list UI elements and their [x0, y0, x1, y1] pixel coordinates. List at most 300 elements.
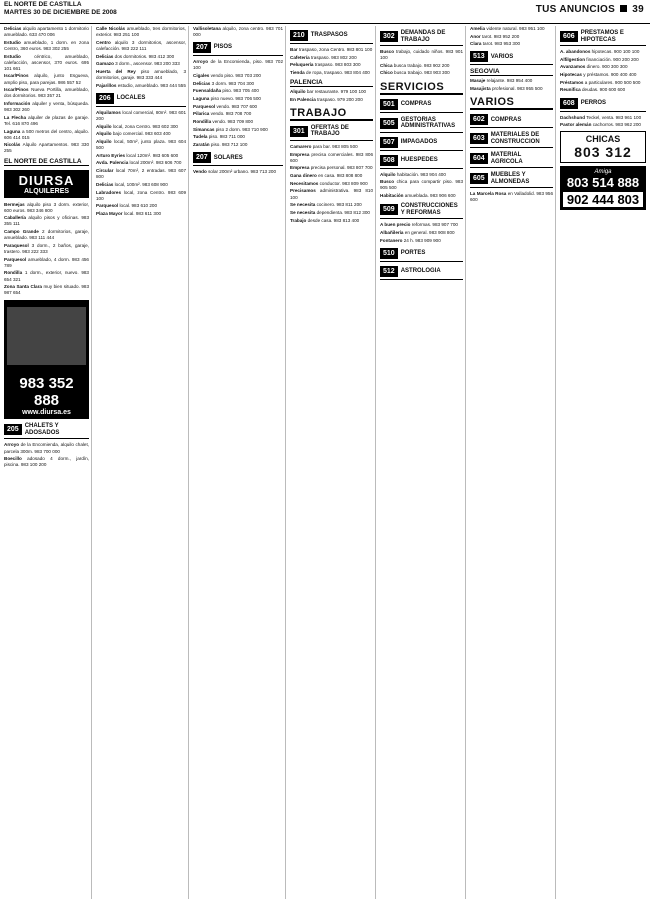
- ad-text: amueblado, tres dormitorios, exterior. 983 251 100: [96, 26, 186, 38]
- ad-text: local, zona Centro. 983 609 100: [96, 189, 186, 201]
- ad-text: de la Encomienda, piso. 983 702 100: [193, 59, 283, 71]
- classified-ad: [4, 101, 89, 113]
- classified-ad: [290, 144, 373, 150]
- ad-text: en Valladolid. 983 956 600: [470, 191, 554, 203]
- classified-ad: [560, 87, 646, 93]
- classified-ad: [193, 111, 283, 117]
- ad-text: tarot. 983 953 300: [482, 41, 521, 47]
- ad-lead: Vallisoletana: [193, 26, 221, 31]
- ad-lead: Iscar/Pinos: [4, 73, 29, 79]
- page-header: [0, 0, 650, 24]
- classified-ad: [560, 72, 646, 78]
- column-3: [191, 26, 286, 899]
- ad-lead: Tudela: [193, 134, 208, 140]
- ad-text: vendo. 983 709 800: [212, 119, 254, 125]
- amiga-phone-1: 803 514 888: [566, 175, 640, 191]
- ad-lead: Masajista: [470, 86, 491, 92]
- ad-text: 24 h. 983 909 900: [403, 237, 441, 243]
- ad-text: de ropa, traspaso. 983 804 400: [306, 70, 370, 76]
- classified-ad: [193, 169, 283, 175]
- ad-text: en casa. 983 808 800: [318, 173, 363, 179]
- ad-lead: Gamazo: [96, 61, 114, 67]
- classified-ad: [4, 442, 89, 454]
- ad-text: local. 983 611 300: [123, 211, 162, 217]
- ad-lead: Fontanero: [380, 237, 403, 243]
- ad-text: para bar. 983 805 500: [312, 143, 358, 149]
- ad-text: tarot. 983 952 200: [482, 33, 520, 39]
- ad-text: dos dormitorios. 983 412 300: [114, 53, 175, 59]
- ad-text: amueblada. 983 906 600: [404, 193, 456, 199]
- ad-lead: Delicias: [193, 80, 211, 86]
- ad-text: alquilo apartamento 1 dormitorio amueblado. 633 470 006: [4, 26, 89, 38]
- ad-lead: Parquesol: [96, 203, 119, 209]
- classified-ad: [4, 115, 89, 127]
- classified-ad: [96, 40, 186, 52]
- ad-text: traspaso. 979 200 200: [317, 96, 363, 102]
- ad-text: amueblado, 1 dorm. en zona Centro, 360 euros. 983 302 255: [4, 39, 90, 51]
- section-301: 301 OFERTAS DE TRABAJO: [290, 125, 373, 141]
- chicas-ad[interactable]: [560, 131, 646, 163]
- ad-lead: Información: [4, 101, 31, 106]
- classified-ad: [470, 191, 553, 203]
- ad-lead: Chica: [380, 62, 393, 68]
- classified-ad: [193, 73, 283, 79]
- ad-lead: Se necesita: [290, 202, 316, 208]
- ad-text: alquilo piso 3 dorm. exterior, 600 euros. 983 346 800: [4, 201, 90, 213]
- column-1: [2, 26, 92, 899]
- classified-ad: [193, 119, 283, 125]
- ad-text: piso amueblado, 3 dormitorios, garaje. 983 333 444: [96, 68, 187, 81]
- diursa-ad[interactable]: [4, 170, 89, 198]
- ad-text: deudas. 900 600 600: [581, 87, 626, 93]
- classified-ad: [290, 210, 373, 216]
- ad-text: busca trabajo. 983 902 200: [393, 62, 450, 68]
- classified-ad: [4, 284, 89, 296]
- ad-text: 2 dormitorios, garaje, amueblado. 983 111 444: [4, 229, 89, 241]
- ad-text: 1 dorm., exterior, nuevo. 983 654 321: [4, 270, 89, 282]
- ad-text: bajo comercial. 983 603 400: [112, 131, 171, 137]
- classified-ad: [470, 41, 553, 47]
- ad-text: de la Encomienda, alquilo chalet, parcela 300m. 983 700 000: [4, 442, 90, 454]
- ad-text: busca trabajo. 983 903 300: [394, 70, 450, 76]
- ad-lead: Alquilamos: [96, 109, 121, 115]
- ad-text: alquiler de plazas de garaje. Tel. 616 870 496: [4, 114, 89, 126]
- classified-ad: [470, 26, 553, 32]
- classified-ad: [380, 172, 463, 178]
- ad-text: a particulares. 900 500 500: [584, 79, 641, 85]
- ad-lead: Se necesita: [290, 209, 316, 215]
- classified-ad: [290, 173, 373, 179]
- ad-text: vendo. 983 708 700: [210, 111, 252, 117]
- ad-text: local, 50m², junto plaza. 983 604 500: [96, 138, 186, 151]
- classified-ad: [470, 78, 553, 84]
- classified-ad: [96, 110, 186, 122]
- ad-text: cachorros. 983 962 200: [592, 122, 641, 128]
- classified-ad: [4, 54, 89, 72]
- section-602: 602 COMPRAS: [470, 114, 553, 128]
- ad-text: local, zona Centro. 983 602 300: [112, 123, 178, 129]
- ad-lead: Iscar/Pinos: [4, 87, 29, 93]
- amiga-phone-2: 902 444 803: [563, 192, 643, 207]
- ad-lead: En Palencia: [290, 96, 316, 102]
- ad-lead: Bar: [290, 47, 298, 52]
- ad-lead: Reunifica: [560, 87, 581, 93]
- section-205: 205 CHALETS Y ADOSADOS: [4, 423, 89, 439]
- ad-lead: Laguna: [4, 128, 21, 134]
- ad-lead: Alquilo: [96, 123, 112, 129]
- ad-lead: Habitación: [380, 193, 404, 199]
- classified-ad: [560, 49, 646, 55]
- ad-lead: Campo Grande: [4, 229, 39, 235]
- ad-lead: Dachshund: [560, 114, 586, 120]
- section-604: 604 MATERIAL AGRICOLA: [470, 152, 553, 168]
- classified-ad: [290, 165, 373, 171]
- ad-lead: Peluquería: [290, 62, 314, 68]
- issue-date: MARTES 30 DE DICIEMBRE DE 2008: [4, 9, 117, 16]
- newspaper-name: EL NORTE DE CASTILLA: [4, 1, 82, 8]
- ad-text: local, 100m². 983 608 900: [114, 181, 168, 187]
- column-5: [378, 26, 466, 899]
- classified-ad: [290, 218, 373, 224]
- ad-text: 3 dorm. 983 704 300: [211, 80, 255, 86]
- ad-lead: Hipotecas: [560, 72, 582, 78]
- section-505: 505 GESTORIAS ADMINISTRATIVAS: [380, 117, 463, 133]
- classified-ad: [380, 193, 463, 199]
- diursa-image: [7, 307, 86, 365]
- classified-ad: [290, 202, 373, 208]
- ad-lead: Fuensaldaña: [193, 88, 222, 94]
- classified-ad: [560, 122, 646, 128]
- servicios-header: SERVICIOS: [380, 81, 463, 95]
- classified-ad: [380, 63, 463, 69]
- ad-lead: Préstamos: [560, 79, 584, 85]
- ad-lead: Alfilgestion: [560, 56, 586, 62]
- classified-ad: [290, 181, 373, 187]
- ad-lead: Empresa: [290, 165, 310, 171]
- section-606: 606 PRESTAMOS E HIPOTECAS: [560, 30, 646, 46]
- province-header: EL NORTE DE CASTILLA: [4, 158, 89, 166]
- ad-text: piso. 983 711 000: [208, 134, 245, 140]
- classified-ad: [4, 215, 89, 227]
- classified-ad: [96, 203, 186, 209]
- classified-ad: [193, 26, 283, 38]
- ad-text: hipotecas. 900 100 100: [591, 49, 640, 54]
- ad-lead: Paraquesol: [4, 242, 29, 248]
- ad-lead: Tienda: [290, 70, 305, 76]
- classified-ad: [193, 88, 283, 94]
- classified-ad: [96, 160, 186, 166]
- ad-lead: Estudio: [4, 39, 21, 45]
- classified-ad: [290, 55, 373, 61]
- trabajo-header: TRABAJO: [290, 107, 373, 121]
- ad-lead: Anor: [470, 33, 481, 39]
- varios-header: VARIOS: [470, 96, 553, 110]
- ad-lead: Avanzamos: [560, 64, 586, 70]
- classified-ad: [290, 97, 373, 103]
- section-508: 508 HUESPEDES: [380, 155, 463, 169]
- ad-lead: Centro: [96, 39, 111, 45]
- section-302: 302 DEMANDAS DE TRABAJO: [380, 30, 463, 46]
- ad-lead: Rondilla: [193, 119, 212, 125]
- ad-text: reformas. 983 907 700: [411, 222, 458, 228]
- ad-text: alquilo pisos y oficinas. 983 355 111: [4, 215, 89, 227]
- ad-text: precisa personal. 983 807 700: [310, 165, 373, 171]
- ad-text: piso 2 dorm. 983 710 900: [215, 126, 268, 132]
- ad-lead: Simancas: [193, 126, 215, 132]
- classified-ad: [96, 182, 186, 188]
- classified-ad: [4, 270, 89, 282]
- ad-text: solar 200m² urbano. 983 713 200: [208, 169, 277, 175]
- classified-ad: [96, 168, 186, 180]
- ad-lead: Busco: [380, 49, 395, 54]
- ad-lead: A. abandonos: [560, 49, 591, 54]
- classified-ad: [96, 83, 186, 89]
- ad-text: local 120m². 983 605 600: [126, 152, 179, 158]
- classified-ad: [4, 257, 89, 269]
- classified-ad: [290, 47, 373, 53]
- page-number: 39: [632, 4, 644, 15]
- ad-lead: Huerta del Rey: [96, 68, 136, 74]
- classified-ad: [96, 190, 186, 202]
- ad-lead: Boecillo: [4, 456, 22, 462]
- ad-text: Nueva Portilla, amueblado, dos dormitorios. 983 357 21: [4, 87, 89, 99]
- ad-text: administrativa. 983 810 100: [290, 188, 374, 200]
- ad-lead: Alquilo: [96, 138, 112, 144]
- ad-text: chica para compartir piso. 983 905 500: [380, 179, 463, 191]
- classified-ad: [96, 69, 186, 81]
- classified-ad: [560, 64, 646, 70]
- classified-ad: [380, 179, 463, 191]
- ad-lead: Trabajo: [290, 217, 307, 223]
- chicas-brand: CHICAS: [585, 134, 621, 145]
- ad-lead: Plaza Mayor: [96, 211, 123, 217]
- ad-lead: Gana dinero: [290, 173, 317, 179]
- ad-lead: Busco: [380, 179, 395, 185]
- ad-text: en general. 983 908 800: [404, 229, 455, 235]
- ad-lead: Necesitamos: [290, 180, 319, 186]
- ad-text: profesional. 983 955 500: [491, 86, 543, 92]
- diursa-subtitle: ALQUILERES: [23, 187, 70, 195]
- column-2: [94, 26, 189, 899]
- classified-ad: [380, 222, 463, 228]
- ad-text: local 200m². 983 606 700: [129, 160, 182, 166]
- section-501: 501 COMPRAS: [380, 99, 463, 113]
- ad-text: vendo piso. 983 703 200: [210, 72, 261, 78]
- ad-lead: Circular: [96, 168, 114, 174]
- ad-lead: Labradores: [96, 189, 122, 195]
- ad-lead: Masaje: [470, 78, 486, 84]
- classified-ad: [193, 59, 283, 71]
- diursa-brand: DIURSA: [18, 172, 75, 188]
- amiga-ad[interactable]: [560, 166, 646, 210]
- classified-ad: [290, 152, 373, 164]
- section-509: 509 CONSTRUCCIONES Y REFORMAS: [380, 203, 463, 219]
- ad-text: alquilo, junto Esgueva, amplio piso, para parejas. 986 557 52: [4, 73, 89, 85]
- ad-lead: Delicias: [4, 26, 22, 31]
- ad-lead: Arroyo: [4, 442, 20, 448]
- classified-ad: [380, 49, 463, 61]
- ad-text: alquiler y venta, búsqueda. 983 302 260: [4, 101, 89, 113]
- ad-text: habitación. 983 904 400: [396, 171, 446, 177]
- ad-text: desde casa. 983 813 400: [307, 217, 360, 223]
- ad-text: a 500 metros del centro, alquilo. 606 414 015: [4, 128, 90, 140]
- classified-ad: [4, 26, 89, 38]
- section-207-solares: 207 SOLARES: [193, 152, 283, 166]
- ad-lead: Amelia: [470, 26, 486, 31]
- ad-text: estudio, amueblado. 983 444 555: [117, 82, 186, 88]
- classified-ad: [193, 127, 283, 133]
- classified-ad: [560, 115, 646, 121]
- classified-ad: [96, 211, 186, 217]
- classified-ad: [96, 61, 186, 67]
- ad-lead: Camarero: [290, 143, 312, 149]
- classified-ad: [193, 142, 283, 148]
- ad-text: adosado 4 dorm., jardín, piscina. 983 100 200: [4, 456, 90, 468]
- square-icon: [620, 5, 627, 12]
- ad-lead: Cafetería: [290, 54, 310, 60]
- section-210: 210 TRASPASOS: [290, 30, 373, 44]
- ad-lead: Vendo: [193, 169, 207, 175]
- diursa-phone-ad[interactable]: [4, 300, 89, 419]
- ad-lead: Estudio: [4, 53, 21, 59]
- ad-text: piso. 983 705 400: [222, 88, 259, 94]
- column-6: [468, 26, 556, 899]
- ad-lead: Rondilla: [4, 270, 23, 276]
- diursa-phone: 983 352 888: [19, 375, 74, 410]
- column-4: [288, 26, 376, 899]
- classified-ad: [380, 238, 463, 244]
- ad-text: vendo. 983 707 600: [216, 103, 258, 109]
- classified-ad: [290, 70, 373, 76]
- classified-ad: [560, 80, 646, 86]
- ad-lead: Delicias: [96, 181, 114, 187]
- province-header: PALENCIA: [290, 79, 373, 87]
- section-207-pisos: 207 PISOS: [193, 42, 283, 56]
- classified-ad: [290, 89, 373, 95]
- ad-lead: Pajarillos: [96, 82, 117, 88]
- section-title: TUS ANUNCIOS 39: [535, 4, 644, 15]
- ad-lead: Clara: [470, 41, 482, 47]
- ad-text: conductor. 983 809 900: [319, 180, 368, 186]
- ad-text: 3 dorm., 2 baños, garaje, trastero. 983 222 333: [4, 242, 89, 254]
- classified-ad: [4, 40, 89, 52]
- ad-text: amueblado, 4 dorm. 983 456 789: [4, 256, 89, 268]
- ad-lead: Parquesol: [4, 256, 27, 262]
- classified-ad: [96, 139, 186, 151]
- classified-ad: [96, 124, 186, 130]
- ad-lead: Pilarica: [193, 111, 210, 117]
- ad-text: vidente natural. 983 951 100: [486, 26, 545, 31]
- ad-text: Teckel, venta. 983 961 100: [586, 114, 642, 120]
- ad-lead: Alquilo: [380, 171, 396, 177]
- amiga-brand: Amiga: [594, 169, 612, 176]
- ad-lead: Pastor alemán: [560, 122, 592, 128]
- ad-lead: Bermejas: [4, 201, 25, 207]
- ad-text: local comercial, 80m². 983 601 200: [96, 109, 186, 121]
- section-206: 206 LOCALES: [96, 93, 186, 107]
- ad-lead: Calle Nicolás: [96, 26, 126, 31]
- ad-lead: Arroyo: [193, 59, 209, 65]
- classified-ad: [4, 142, 89, 154]
- classified-ad: [4, 73, 89, 85]
- classified-ad: [380, 230, 463, 236]
- ad-text: 3 dorm., ascensor. 983 200 333: [115, 61, 180, 67]
- section-507: 507 IMPAGADOS: [380, 137, 463, 151]
- ad-lead: Zona Santa Clara: [4, 284, 42, 290]
- ad-text: bar restaurante. 979 100 100: [306, 89, 367, 95]
- ad-lead: Nicolás: [4, 142, 21, 148]
- classified-ad: [96, 26, 186, 38]
- chicas-phone: 803 312: [574, 144, 632, 161]
- classified-ad: [193, 81, 283, 87]
- ad-text: alquilo 3 dormitorios, ascensor, calefacción. 983 222 111: [96, 39, 186, 51]
- ad-lead: Chico: [380, 70, 393, 76]
- classified-ad: [96, 153, 186, 159]
- classified-ad: [470, 34, 553, 40]
- ad-lead: Arturo Eyries: [96, 152, 126, 158]
- classified-ad: [193, 104, 283, 110]
- section-510: 510 PORTES: [380, 248, 463, 262]
- section-512: 512 ASTROLOGIA: [380, 266, 463, 280]
- ad-text: Alquilo Apartamentos. 983 330 255: [4, 142, 89, 154]
- ad-text: traspaso. 983 803 300: [314, 62, 361, 68]
- ad-lead: Empresa: [290, 151, 310, 157]
- classified-ad: [380, 70, 463, 76]
- ad-text: piso. 983 712 100: [210, 142, 248, 148]
- classifieds-columns: [2, 26, 648, 899]
- classified-ad: [96, 54, 186, 60]
- ad-lead: La Flecha: [4, 114, 27, 120]
- classified-ad: [470, 86, 553, 92]
- ad-text: financiación. 900 200 200: [586, 56, 639, 62]
- section-608: 608 PERROS: [560, 98, 646, 112]
- ad-text: cocinero. 983 811 200: [316, 202, 362, 208]
- classified-ad: [4, 229, 89, 241]
- classified-ad: [4, 456, 89, 468]
- ad-lead: Parquesol: [193, 103, 216, 109]
- section-603: 603 MATERIALES DE CONSTRUCCION: [470, 132, 553, 148]
- ad-text: local. 983 610 200: [119, 203, 158, 209]
- section-513: 513 VARIOS: [470, 51, 553, 65]
- ad-lead: Zaratán: [193, 142, 210, 148]
- ad-text: precisa comerciales. 983 806 600: [290, 151, 373, 163]
- ad-lead: Delicias: [96, 53, 114, 59]
- ad-text: traspaso, zona Centro. 983 801 100: [298, 47, 373, 52]
- ad-lead: Cigales: [193, 72, 210, 78]
- ad-text: piso nuevo. 983 706 500: [210, 96, 261, 102]
- province-header: SEGOVIA: [470, 68, 553, 76]
- ad-text: y préstamos. 900 400 400: [583, 72, 637, 78]
- classified-ad: [290, 62, 373, 68]
- ad-text: dinero. 900 300 300: [586, 64, 628, 70]
- classified-ad: [4, 243, 89, 255]
- ad-lead: Laguna: [193, 96, 210, 102]
- ad-text: traspaso. 983 802 200: [310, 54, 357, 60]
- classified-ad: [193, 96, 283, 102]
- classified-ad: [4, 129, 89, 141]
- classified-ad: [560, 57, 646, 63]
- ad-lead: Precisamos: [290, 188, 316, 194]
- diursa-web: www.diursa.es: [22, 409, 71, 417]
- classified-ad: [193, 134, 283, 140]
- ad-lead: A buen precio: [380, 222, 411, 228]
- ad-text: dependienta. 983 812 300: [316, 209, 370, 215]
- ad-text: local 70m², 2 entradas. 983 607 800: [96, 168, 187, 180]
- classified-ad: [290, 188, 373, 200]
- section-605: 605 MUEBLES Y ALMONEDAS: [470, 172, 553, 188]
- classified-ad: [4, 87, 89, 99]
- ad-lead: Alquilo: [96, 131, 112, 137]
